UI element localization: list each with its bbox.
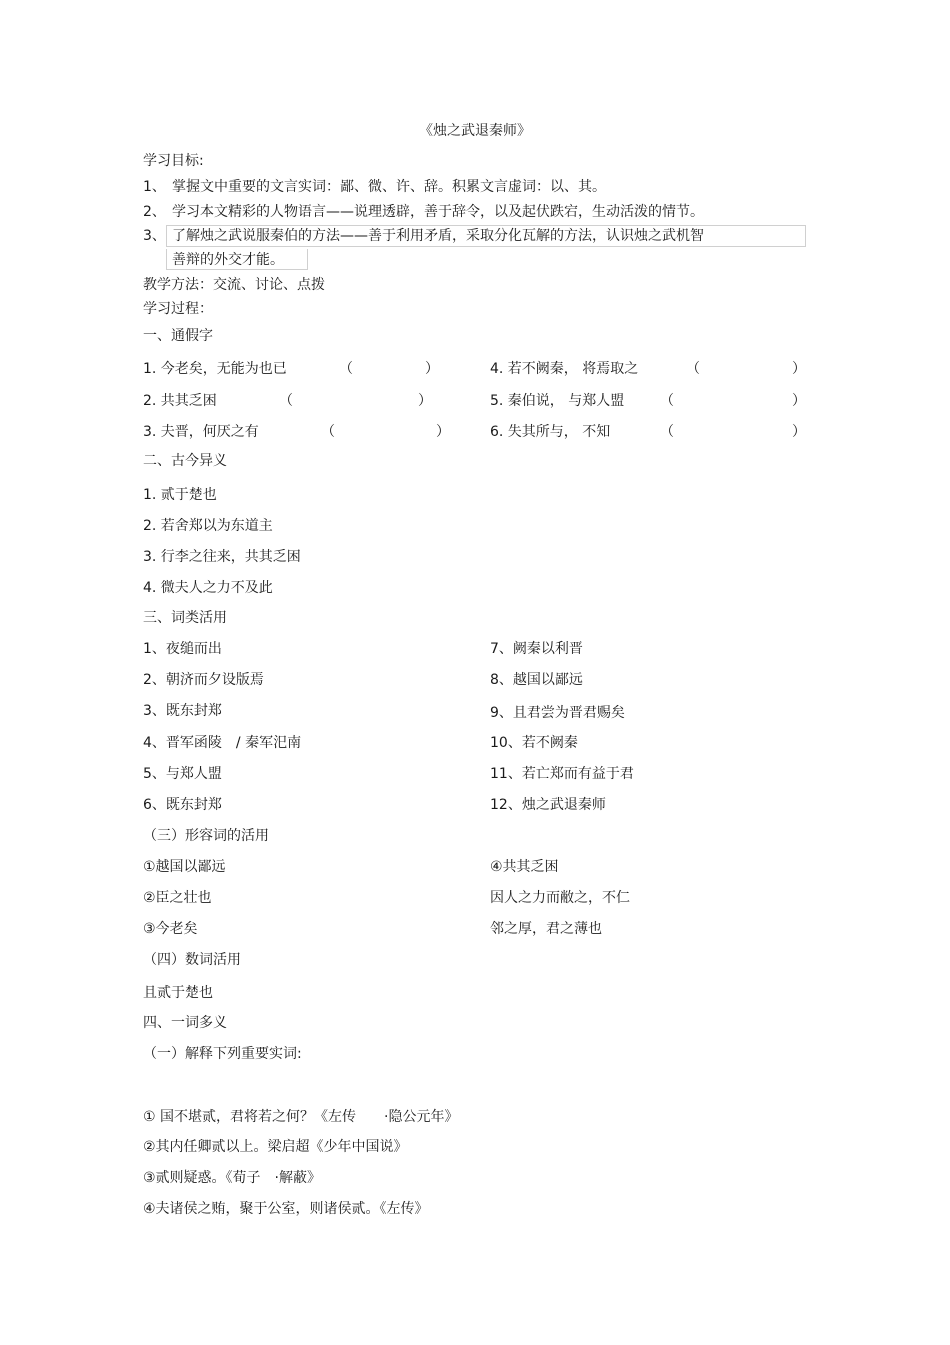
s2-item-4: 4. 微夫人之力不及此 bbox=[143, 580, 273, 596]
s1-item-2: 2. 共其乏困 bbox=[143, 393, 217, 409]
s1-item-6: 6. 失其所与， 不知 bbox=[490, 424, 611, 440]
teaching-method: 教学方法：交流、讨论、点拨 bbox=[143, 277, 325, 293]
s1-item-1-open: （ bbox=[339, 361, 353, 377]
s2-heading: 二、古今异义 bbox=[143, 453, 227, 469]
learning-process: 学习过程： bbox=[143, 301, 213, 317]
s1-item-2-open: （ bbox=[279, 393, 293, 409]
s1-item-4-open: （ bbox=[686, 361, 700, 377]
s3b-item-3: ③今老矣 bbox=[143, 921, 198, 937]
s1-item-3-open: （ bbox=[321, 424, 335, 440]
s3-item-2: 2、朝济而夕设版焉 bbox=[143, 672, 264, 688]
s2-item-3: 3. 行李之往来，共其乏困 bbox=[143, 549, 301, 565]
s1-item-1-close: ） bbox=[425, 361, 439, 377]
s1-item-5: 5. 秦伯说， 与郑人盟 bbox=[490, 393, 625, 409]
s3b-item-4: ④共其乏困 bbox=[490, 859, 559, 875]
s1-item-5-open: （ bbox=[660, 393, 674, 409]
s1-item-5-close: ） bbox=[792, 393, 806, 409]
s1-item-3-close: ） bbox=[436, 424, 450, 440]
s3-item-3: 3、既东封郑 bbox=[143, 703, 222, 719]
s4-item-3: ③贰则疑惑。《荀子 ·解蔽》 bbox=[143, 1170, 322, 1186]
s3-item-7: 7、阙秦以利晋 bbox=[490, 641, 583, 657]
s3b-item-5: 因人之力而敝之，不仁 bbox=[490, 890, 630, 906]
goals-heading: 学习目标: bbox=[143, 153, 204, 169]
s3b-item-6: 邻之厚，君之薄也 bbox=[490, 921, 602, 937]
s4-item-4: ④夫诸侯之贿，聚于公室，则诸侯贰。《左传》 bbox=[143, 1201, 429, 1217]
goal-1-text: 掌握文中重要的文言实词：鄙、微、许、辞。积累文言虚词：以、其。 bbox=[172, 179, 606, 195]
goal-3-cont: 善辩的外交才能。 bbox=[172, 252, 284, 268]
goal-2-text: 学习本文精彩的人物语言——说理透辟，善于辞令，以及起伏跌宕，生动活泼的情节。 bbox=[172, 204, 704, 220]
s1-heading: 一、通假字 bbox=[143, 328, 213, 344]
s1-item-1: 1. 今老矣，无能为也已 bbox=[143, 361, 287, 377]
goal-2-num: 2、 bbox=[143, 204, 166, 220]
goal-1-num: 1、 bbox=[143, 179, 166, 195]
s3b-heading: （三）形容词的活用 bbox=[143, 828, 269, 844]
s3-item-8: 8、越国以鄙远 bbox=[490, 672, 583, 688]
s1-item-4-close: ） bbox=[792, 361, 806, 377]
s2-item-2: 2. 若舍郑以为东道主 bbox=[143, 518, 273, 534]
s1-item-6-close: ） bbox=[792, 424, 806, 440]
s3-item-12: 12、烛之武退秦师 bbox=[490, 797, 606, 813]
s4-heading: 四、一词多义 bbox=[143, 1015, 227, 1031]
s4-subheading: （一）解释下列重要实词: bbox=[143, 1046, 302, 1062]
s1-item-4: 4. 若不阙秦， 将焉取之 bbox=[490, 361, 639, 377]
s3c-item: 且贰于楚也 bbox=[143, 985, 213, 1001]
goal-3-text: 了解烛之武说服秦伯的方法——善于利用矛盾，采取分化瓦解的方法，认识烛之武机智 bbox=[172, 228, 704, 244]
doc-title: 《烛之武退秦师》 bbox=[419, 123, 531, 139]
s3-item-5: 5、与郑人盟 bbox=[143, 766, 222, 782]
s1-item-2-close: ） bbox=[418, 393, 432, 409]
s3-item-11: 11、若亡郑而有益于君 bbox=[490, 766, 634, 782]
s3-item-6: 6、既东封郑 bbox=[143, 797, 222, 813]
s4-item-2: ②其内任卿贰以上。梁启超《少年中国说》 bbox=[143, 1139, 408, 1155]
s4-item-1: ① 国不堪贰，君将若之何？《左传 ·隐公元年》 bbox=[143, 1109, 459, 1125]
s3-item-4: 4、晋军函陵 / 秦军汜南 bbox=[143, 735, 302, 751]
s3-item-9: 9、且君尝为晋君赐矣 bbox=[490, 705, 625, 721]
s3b-item-2: ②臣之壮也 bbox=[143, 890, 212, 906]
s3c-heading: （四）数词活用 bbox=[143, 952, 241, 968]
s1-item-6-open: （ bbox=[660, 424, 674, 440]
s3-heading: 三、词类活用 bbox=[143, 610, 227, 626]
s2-item-1: 1. 贰于楚也 bbox=[143, 487, 217, 503]
s3-item-1: 1、夜缒而出 bbox=[143, 641, 222, 657]
s3-item-10: 10、若不阙秦 bbox=[490, 735, 578, 751]
s1-item-3: 3. 夫晋，何厌之有 bbox=[143, 424, 259, 440]
s3b-item-1: ①越国以鄙远 bbox=[143, 859, 226, 875]
goal-3-num: 3、 bbox=[143, 228, 166, 244]
